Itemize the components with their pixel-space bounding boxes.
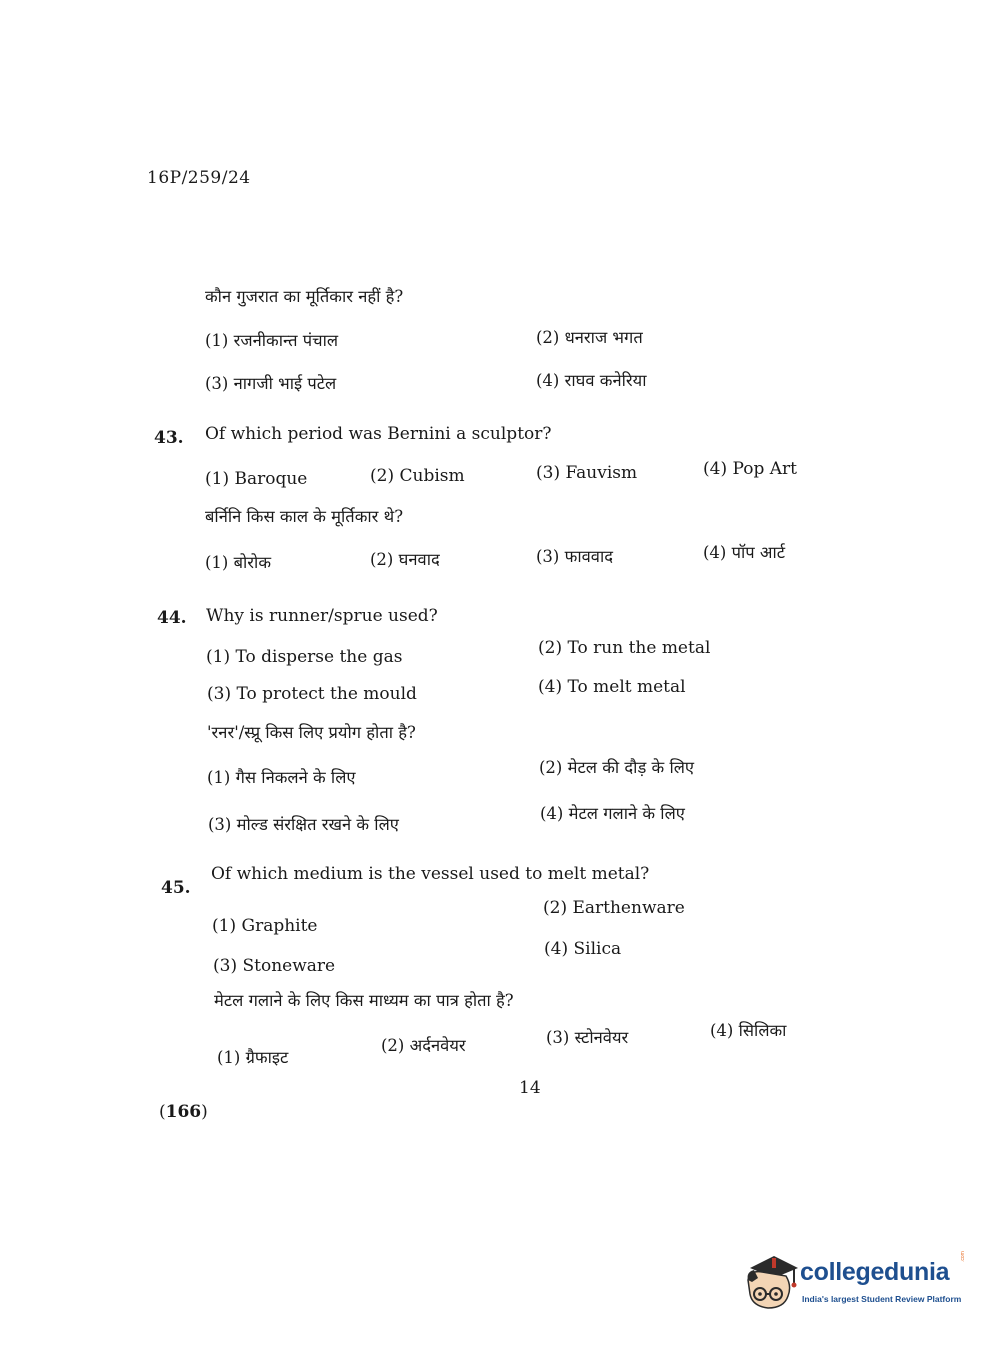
logo-suffix-text: .com (960, 1251, 966, 1262)
q45-option-2: (2) Earthenware (543, 898, 685, 918)
q45-question: Of which medium is the vessel used to melt metal? (211, 864, 650, 884)
q45-hindi-option-3: (3) स्टोनवेयर (546, 1028, 629, 1047)
logo-brand-text: collegedunia (800, 1258, 950, 1286)
q44-question: Why is runner/sprue used? (206, 606, 438, 626)
q44-number: 44. (157, 608, 187, 628)
q45-option-4: (4) Silica (544, 939, 622, 959)
q43-number: 43. (154, 428, 184, 448)
q44-hindi-question: 'रनर'/स्प्रू किस लिए प्रयोग होता है? (207, 723, 416, 742)
paper-code: 16P/259/24 (147, 168, 251, 188)
q42-option-3: (3) नागजी भाई पटेल (205, 374, 337, 393)
q45-option-3: (3) Stoneware (213, 956, 336, 976)
q43-question: Of which period was Bernini a sculptor? (205, 424, 552, 444)
q43-option-2: (2) Cubism (370, 466, 465, 486)
q45-number: 45. (161, 878, 191, 898)
q45-hindi-question: मेटल गलाने के लिए किस माध्यम का पात्र होता है? (214, 991, 514, 1010)
q44-option-2: (2) To run the metal (538, 638, 711, 658)
collegedunia-logo (744, 1250, 969, 1314)
q44-hindi-option-1: (1) गैस निकलने के लिए (207, 768, 356, 787)
q45-hindi-option-4: (4) सिलिका (710, 1021, 787, 1040)
q44-option-1: (1) To disperse the gas (206, 647, 403, 667)
sheet-code: (166) (159, 1102, 208, 1122)
q43-hindi-question: बर्निनि किस काल के मूर्तिकार थे? (205, 507, 404, 526)
graduate-mascot-icon (744, 1250, 800, 1312)
q44-option-4: (4) To melt metal (538, 677, 686, 697)
q45-hindi-option-2: (2) अर्दनवेयर (381, 1036, 466, 1055)
q42-hindi-question: कौन गुजरात का मूर्तिकार नहीं है? (205, 287, 404, 306)
q45-option-1: (1) Graphite (212, 916, 318, 936)
q43-hindi-option-2: (2) घनवाद (370, 550, 440, 569)
q44-hindi-option-4: (4) मेटल गलाने के लिए (540, 804, 685, 823)
page-number: 14 (519, 1078, 541, 1098)
q43-hindi-option-1: (1) बोरोक (205, 553, 272, 572)
q42-option-2: (2) धनराज भगत (536, 328, 643, 347)
q44-hindi-option-3: (3) मोल्ड संरक्षित रखने के लिए (208, 815, 399, 834)
q45-hindi-option-1: (1) ग्रैफाइट (217, 1048, 289, 1067)
q43-hindi-option-4: (4) पॉप आर्ट (703, 543, 786, 562)
logo-tagline: India's largest Student Review Platform (802, 1294, 962, 1304)
q44-hindi-option-2: (2) मेटल की दौड़ के लिए (539, 758, 695, 777)
q43-option-3: (3) Fauvism (536, 463, 638, 483)
q42-option-4: (4) राघव कनेरिया (536, 371, 647, 390)
q43-option-4: (4) Pop Art (703, 459, 797, 479)
q43-hindi-option-3: (3) फाववाद (536, 547, 613, 566)
q44-option-3: (3) To protect the mould (207, 684, 417, 704)
q42-option-1: (1) रजनीकान्त पंचाल (205, 331, 339, 350)
sheet-code-value: 166 (165, 1102, 202, 1122)
q43-option-1: (1) Baroque (205, 469, 308, 489)
